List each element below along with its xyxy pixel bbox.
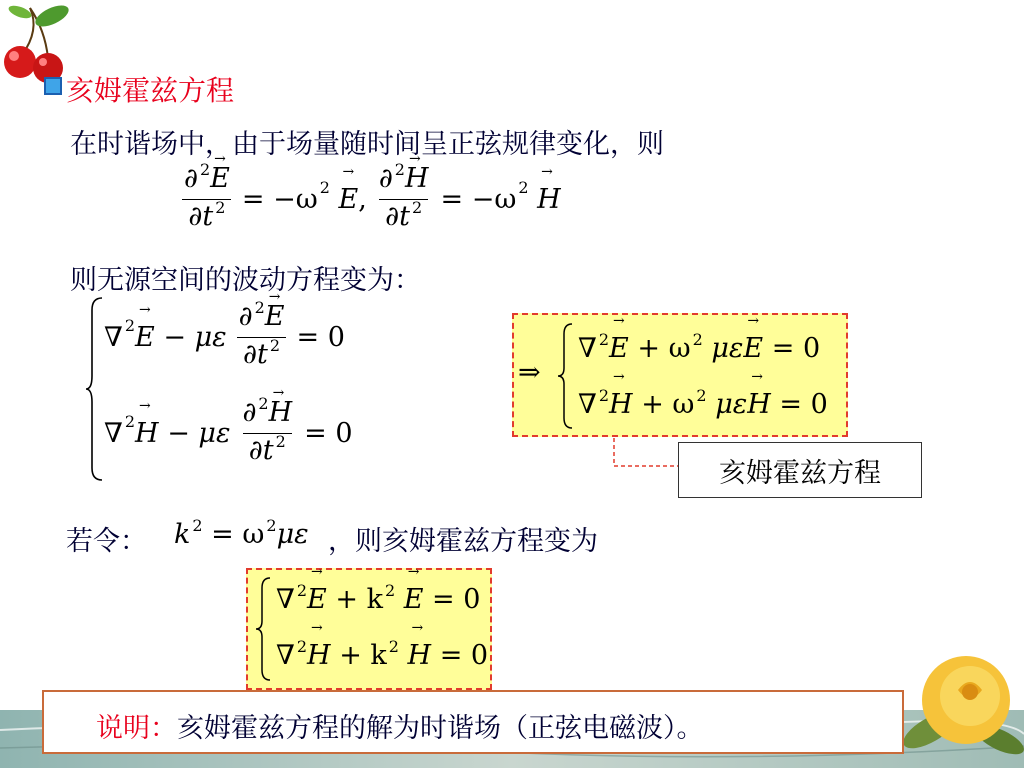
substitution-prefix: 若令： (66, 526, 147, 557)
wave-equation-e: ∇ 2 → E − με $\frac{\partial ^2\to E}{\partial t ^2}$ = 0 (104, 300, 345, 375)
helmholtz-h: ∇ $^2$→ H + ω $^2$ με→ H = 0 (578, 389, 828, 420)
note-text (96, 706, 704, 745)
k-definition: k $^2$ = ω $^2$με (174, 516, 309, 550)
note-body: 亥姆霍兹方程的解为时谐场（正弦电磁波）。 (177, 713, 704, 744)
time-derivative-equation: $\frac{\partial ^2\to E}{\partial t ^2}$ = −ω 2 → E , $\frac{\partial ^2\to H}{\partial t ^2}$ = −ω 2 → H (172, 162, 561, 237)
helmholtz-label: 亥姆霍兹方程 (678, 442, 922, 498)
helmholtz-k-e: ∇ $^2$→ E + k $^2$ → E = 0 (276, 584, 480, 615)
wave-equation-h: ∇ 2 → H − με $\frac{\partial ^2\to H}{\partial t ^2}$ = 0 (104, 396, 353, 471)
wave-system-brace (84, 296, 106, 482)
intro-text: 在时谐场中，由于场量随时间呈正弦规律变化，则 (70, 129, 664, 160)
wave-equation-intro: 则无源空间的波动方程变为： (70, 265, 421, 296)
implies-arrow: ⇒ (518, 357, 541, 388)
note-key: 说明： (96, 713, 177, 744)
helmholtz-brace (556, 322, 576, 430)
helmholtz-k-h: ∇ $^2$→ H + k $^2$ → H = 0 (276, 640, 488, 671)
connector-arrow-icon (608, 436, 688, 476)
k-form-brace (254, 576, 274, 682)
substitution-suffix: ，则亥姆霍兹方程变为 (328, 526, 598, 557)
rose-flower-image (900, 630, 1024, 768)
bullet-square-icon (44, 77, 62, 95)
helmholtz-e: ∇ $^2$→ E + ω $^2$ με→ E = 0 (578, 333, 820, 364)
page-title: 亥姆霍兹方程 (66, 74, 235, 107)
